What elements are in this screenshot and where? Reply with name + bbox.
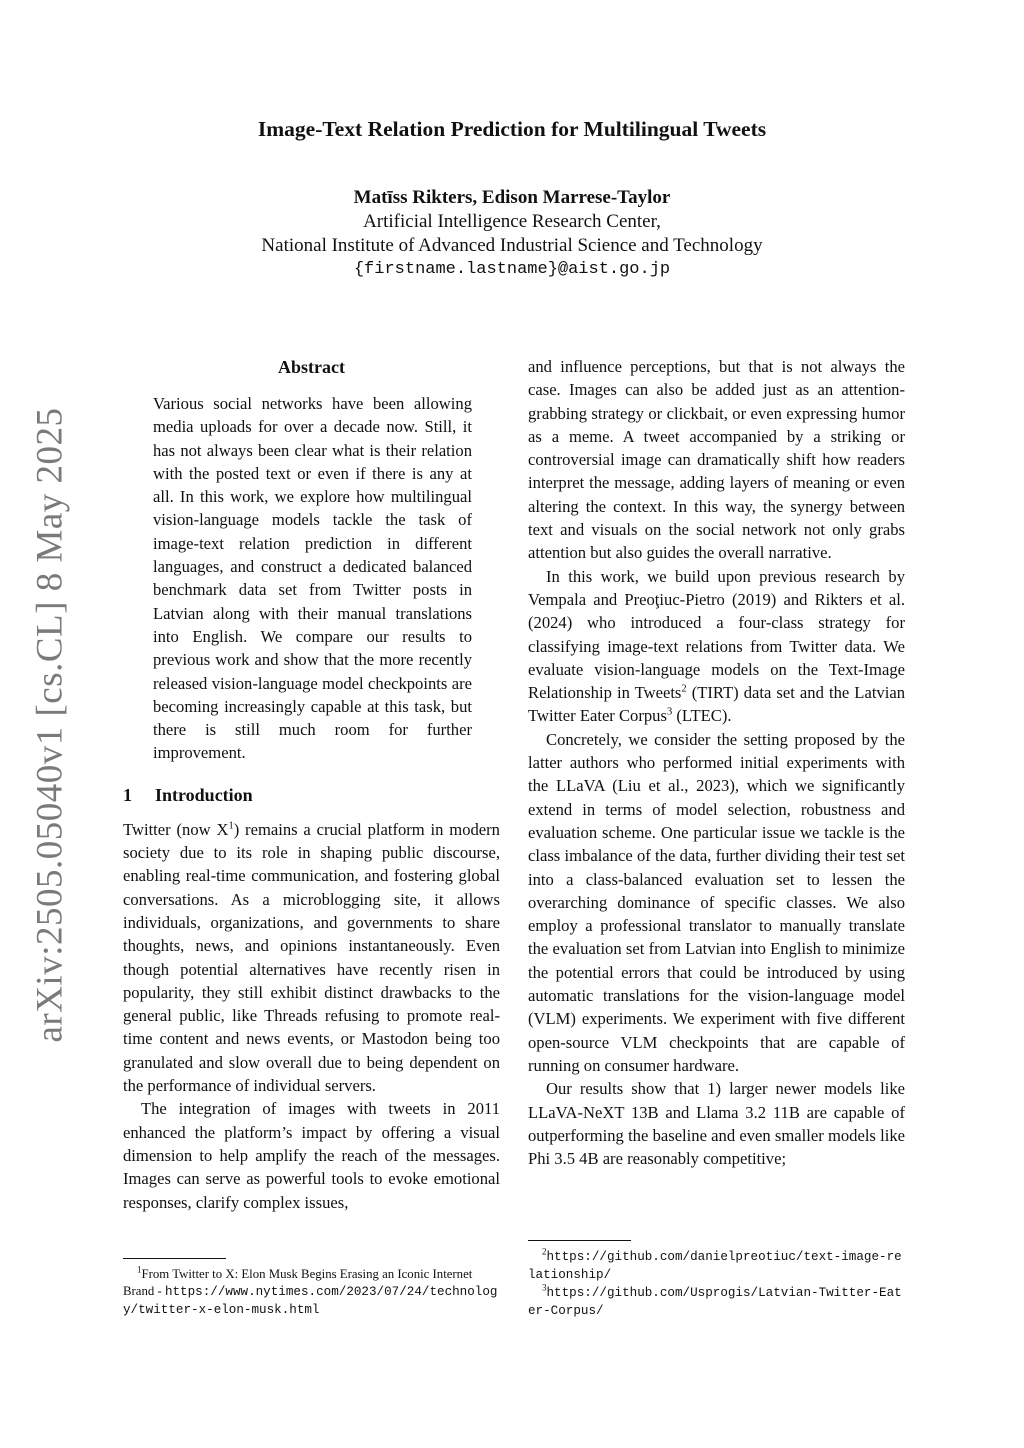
footnote-divider bbox=[528, 1240, 631, 1241]
abstract-heading: Abstract bbox=[278, 357, 345, 377]
footnote-1-link[interactable]: https://www.nytimes.com/2023/07/24/technology/twitter-x-elon-musk.html bbox=[123, 1285, 498, 1317]
footnote-1: $^1$From Twitter to X: Elon Musk Begins Erasing an Iconic Internet Brand - https://www.nytimes.com/2023/07/24/technology/twitter-x-elon-musk.html bbox=[123, 1264, 498, 1317]
section-title: Introduction bbox=[155, 784, 253, 805]
intro-paragraph-5: Our results show that 1) larger newer models like LLaVA-NeXT 13B and Llama 3.2 11B are capable of outperforming the baseline and even smaller models like Phi 3.5 4B are reasonably competitive; bbox=[528, 1079, 905, 1169]
footnote-ref-1[interactable]: 1 bbox=[228, 820, 234, 832]
paper-title: Image-Text Relation Prediction for Multilingual Tweets bbox=[257, 117, 767, 141]
intro-paragraph-4: Concretely, we consider the setting proposed by the latter authors who performed initial experiments with the LLaVA (Liu et al., 2023), which we significantly extend in terms of model selection, robustness and evaluation scheme. One particular issue we tackle is the class imbalance of the data, further dividing their test set into a class-balanced evaluation set to lessen the overarching dominance of specific classes. We also employ a professional translator to manually translate the evaluation set from Latvian into English to minimize the potential errors that could be introduced by using automatic translations for the vision-language model (VLM) experiments. We experiment with five different open-source VLM checkpoints that are capable of running on consumer hardware. bbox=[528, 729, 905, 1075]
affiliation-line-2: National Institute of Advanced Industrial Science and Technology bbox=[261, 235, 763, 256]
footnote-3-link[interactable]: https://github.com/Usprogis/Latvian-Twitter-Eater-Corpus/ bbox=[528, 1286, 902, 1318]
affiliation-line-1: Artificial Intelligence Research Center, bbox=[363, 211, 661, 232]
section-number: 1 bbox=[123, 784, 132, 805]
section-heading-introduction bbox=[123, 783, 500, 807]
footnote-ref-3[interactable]: 3 bbox=[666, 706, 673, 718]
footnote-ref-2[interactable]: 2 bbox=[681, 683, 687, 695]
footnote-3: $^3$https://github.com/Usprogis/Latvian-Twitter-Eater-Corpus/ bbox=[528, 1282, 902, 1318]
intro-paragraph-3: In this work, we build upon previous research by Vempala and Preoţiuc-Pietro (2019) and Rikters et al. (2024) who introduced a four-class strategy for classifying image-text relations from Twitter data. We evaluate vision-language models on the Text-Image Relationship in Tweets$^2$ (TIRT) data set and the Latvian Twitter Eater Corpus$^3$ (LTEC). bbox=[528, 566, 905, 726]
intro-paragraph-2: The integration of images with tweets in 2011 enhanced the platform’s impact by offering a visual dimension to help amplify the reach of the messages. Images can serve as powerful tools to evoke emotional responses, clarify complex issues, bbox=[123, 1099, 500, 1212]
intro-paragraph-1: Twitter (now $X^1$) remains a crucial platform in modern society due to its role in shaping public discourse, enabling real-time communication, and fostering global conversations. As a microblogging site, it allows individuals, organizations, and governments to share thoughts, news, and opinions instantaneously. Even though potential alternatives have recently risen in popularity, they still exhibit distinct drawbacks to the general public, like Threads refusing to promote real-time content and news events, or Mastodon being too granulated and slow overall due to being dependent on the performance of individual servers. bbox=[123, 819, 500, 1096]
arxiv-identifier-stamp: arXiv:2505.05040v1 [cs.CL] 8 May 2025 bbox=[29, 407, 71, 1043]
author-email: {firstname.lastname}@aist.go.jp bbox=[353, 260, 671, 279]
author-block bbox=[0, 186, 1024, 282]
footnotes-left bbox=[123, 1258, 500, 1319]
footnote-divider bbox=[123, 1258, 226, 1259]
footnotes-right bbox=[528, 1240, 905, 1320]
author-names: Matīss Rikters, Edison Marrese-Taylor bbox=[353, 187, 671, 208]
left-column bbox=[123, 355, 500, 1214]
right-column bbox=[528, 355, 905, 1170]
intro-paragraph-2-continued: and influence perceptions, but that is not always the case. Images can also be added just as an attention-grabbing strategy or clickbait, or even expressing humor as a meme. A tweet accompanied by a striking or controversial image can dramatically shift how readers interpret the message, adding layers of meaning or even altering the context. In this way, the synergy between text and visuals on the social network not only grabs attention but also guides the overall narrative. bbox=[528, 357, 905, 563]
footnote-2-link[interactable]: https://github.com/danielpreotiuc/text-image-relationship/ bbox=[528, 1250, 902, 1282]
abstract-text: Various social networks have been allowing media uploads for over a decade now. Still, it has not always been clear what is their relation with the posted text or even if there is any at all. In this work, we explore how multilingual vision-language models tackle the task of image-text relation prediction in different languages, and construct a dedicated balanced benchmark data set from Twitter posts in Latvian along with their manual translations into English. We compare our results to previous work and show that the more recently released vision-language model checkpoints are becoming increasingly capable at this task, but there is still much room for further improvement. bbox=[153, 394, 472, 763]
footnote-2: $^2$https://github.com/danielpreotiuc/text-image-relationship/ bbox=[528, 1246, 902, 1282]
